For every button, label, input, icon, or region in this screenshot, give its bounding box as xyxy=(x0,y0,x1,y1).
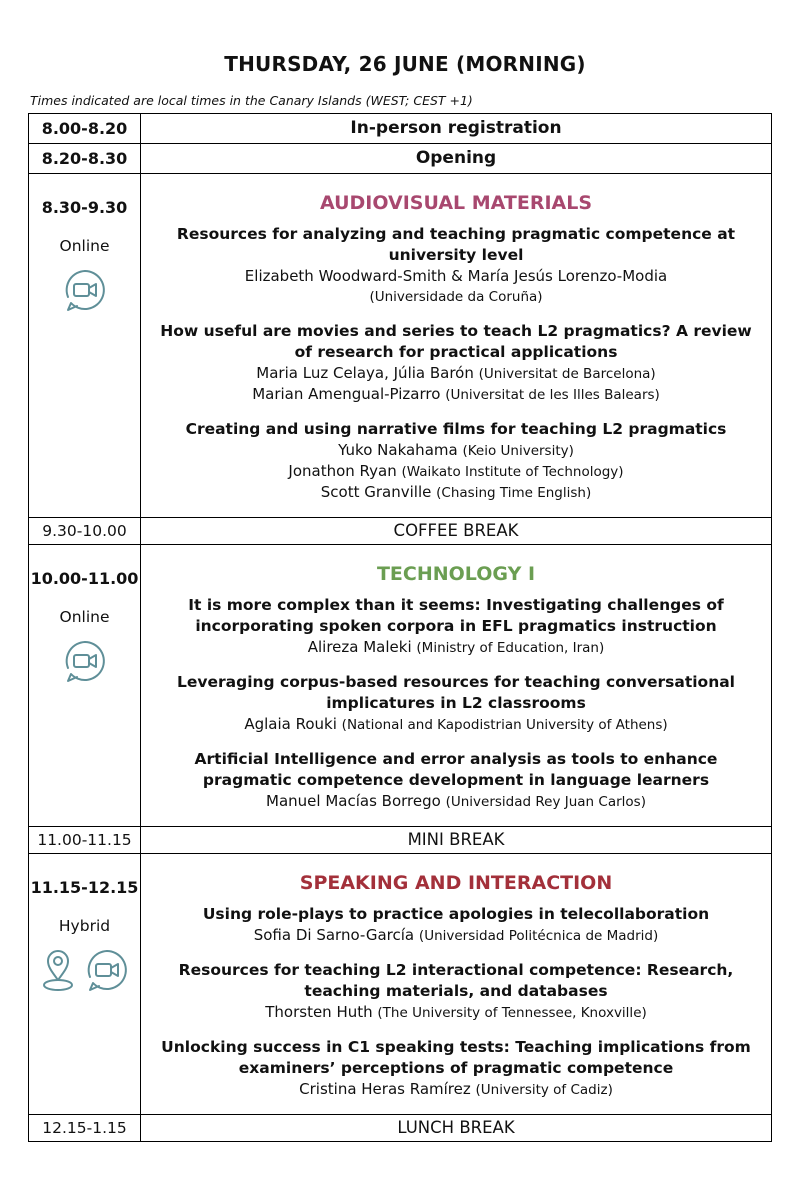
author-affiliation: (Universidade da Coruña) xyxy=(369,289,543,305)
author-affiliation: (University of Cadiz) xyxy=(475,1082,613,1098)
video-chat-icon xyxy=(62,267,108,313)
author-line xyxy=(141,1079,771,1100)
author-line xyxy=(141,482,771,503)
session-row xyxy=(29,545,772,827)
session-mode: Online xyxy=(59,237,110,255)
author-name: Manuel Macías Borrego xyxy=(266,792,441,810)
author-line xyxy=(141,266,771,286)
talk-item xyxy=(141,419,771,503)
talk-item xyxy=(141,595,771,658)
row-mini-break xyxy=(29,827,772,854)
location-pin-icon xyxy=(40,947,76,993)
talk-title: Creating and using narrative films for teaching L2 pragmatics xyxy=(185,420,727,438)
author-name: Jonathon Ryan xyxy=(288,462,397,480)
time-cell: 9.30-10.00 xyxy=(29,518,141,545)
author-name: Aglaia Rouki xyxy=(244,715,337,733)
author-name: Scott Granville xyxy=(320,483,432,501)
session-mode-icons xyxy=(29,267,140,313)
schedule-table xyxy=(28,113,772,1142)
author-affiliation: (Ministry of Education, Iran) xyxy=(416,640,605,656)
author-name: Alireza Maleki xyxy=(307,638,412,656)
author-affiliation: (Universidad Politécnica de Madrid) xyxy=(418,928,659,944)
author-line xyxy=(141,384,771,405)
talk-item xyxy=(141,1037,771,1100)
session-time: 8.30-9.30 xyxy=(41,198,128,217)
author-line xyxy=(141,925,771,946)
author-name: Elizabeth Woodward-Smith & María Jesús Lorenzo-Modia xyxy=(244,267,668,285)
talk-title: Artificial Intelligence and error analysis as tools to enhance pragmatic competence development in language learners xyxy=(194,750,718,789)
author-line xyxy=(141,1002,771,1023)
timezone-note: Times indicated are local times in the Canary Islands (WEST; CEST +1) xyxy=(30,93,473,108)
author-name: Thorsten Huth xyxy=(265,1003,373,1021)
talk-item xyxy=(141,224,771,307)
session-title: AUDIOVISUAL MATERIALS xyxy=(319,192,593,214)
row-registration xyxy=(29,114,772,144)
mini-break-label: MINI BREAK xyxy=(141,827,772,854)
talk-title: It is more complex than it seems: Investigating challenges of incorporating spoken corpora in EFL pragmatics instruction xyxy=(188,596,724,635)
session-time: 11.15-12.15 xyxy=(30,878,139,897)
author-affiliation: (Waikato Institute of Technology) xyxy=(401,464,624,480)
registration-label: In-person registration xyxy=(141,114,772,144)
author-affiliation: (The University of Tennessee, Knoxville) xyxy=(377,1005,647,1021)
talk-item xyxy=(141,904,771,946)
author-affiliation: (Universitat de les Illes Balears) xyxy=(445,387,660,403)
author-affiliation: (National and Kapodistrian University of Athens) xyxy=(341,717,668,733)
session-time: 10.00-11.00 xyxy=(30,569,139,588)
author-name: Cristina Heras Ramírez xyxy=(299,1080,471,1098)
session-time-cell xyxy=(29,174,141,518)
author-line xyxy=(141,791,771,812)
author-line xyxy=(141,440,771,461)
talk-title: Using role-plays to practice apologies in telecollaboration xyxy=(202,905,710,923)
talk-item xyxy=(141,960,771,1023)
time-cell: 12.15-1.15 xyxy=(29,1115,141,1142)
author-affiliation: (Universitat de Barcelona) xyxy=(478,366,656,382)
talk-item xyxy=(141,749,771,812)
time-cell: 8.00-8.20 xyxy=(29,114,141,144)
session-content-cell xyxy=(141,854,772,1115)
talk-title: Resources for analyzing and teaching pragmatic competence at university level xyxy=(176,225,736,264)
session-mode-icons xyxy=(29,947,140,993)
session-row xyxy=(29,174,772,518)
author-name: Yuko Nakahama xyxy=(338,441,458,459)
author-line xyxy=(141,286,771,307)
talk-item xyxy=(141,321,771,405)
author-affiliation: (Keio University) xyxy=(462,443,574,459)
talk-title: Resources for teaching L2 interactional competence: Research, teaching materials, and databases xyxy=(178,961,734,1000)
video-chat-icon xyxy=(84,947,130,993)
talk-item xyxy=(141,672,771,735)
video-chat-icon xyxy=(62,638,108,684)
row-lunch-break xyxy=(29,1115,772,1142)
author-line xyxy=(141,714,771,735)
author-name: Marian Amengual-Pizarro xyxy=(252,385,441,403)
page-title: THURSDAY, 26 JUNE (MORNING) xyxy=(224,52,586,76)
author-name: Sofia Di Sarno-García xyxy=(253,926,415,944)
session-title: SPEAKING AND INTERACTION xyxy=(299,872,613,894)
author-line xyxy=(141,637,771,658)
talk-title: Unlocking success in C1 speaking tests: Teaching implications from examiners’ perceptions of pragmatic competence xyxy=(161,1038,751,1077)
talk-title: How useful are movies and series to teach L2 pragmatics? A review of research for practical applications xyxy=(160,322,752,361)
row-coffee-break xyxy=(29,518,772,545)
session-mode: Hybrid xyxy=(58,917,111,935)
opening-label: Opening xyxy=(141,144,772,174)
session-content-cell xyxy=(141,545,772,827)
talk-title: Leveraging corpus-based resources for teaching conversational implicatures in L2 classrooms xyxy=(177,673,735,712)
lunch-break-label: LUNCH BREAK xyxy=(141,1115,772,1142)
author-line xyxy=(141,461,771,482)
session-mode: Online xyxy=(59,608,110,626)
time-cell: 11.00-11.15 xyxy=(29,827,141,854)
session-time-cell xyxy=(29,545,141,827)
author-affiliation: (Chasing Time English) xyxy=(436,485,592,501)
author-affiliation: (Universidad Rey Juan Carlos) xyxy=(445,794,646,810)
session-title: TECHNOLOGY I xyxy=(376,563,536,585)
coffee-break-label: COFFEE BREAK xyxy=(141,518,772,545)
time-cell: 8.20-8.30 xyxy=(29,144,141,174)
author-name: Maria Luz Celaya, Júlia Barón xyxy=(256,364,474,382)
author-line xyxy=(141,363,771,384)
session-time-cell xyxy=(29,854,141,1115)
session-mode-icons xyxy=(29,638,140,684)
session-row xyxy=(29,854,772,1115)
session-content-cell xyxy=(141,174,772,518)
row-opening xyxy=(29,144,772,174)
